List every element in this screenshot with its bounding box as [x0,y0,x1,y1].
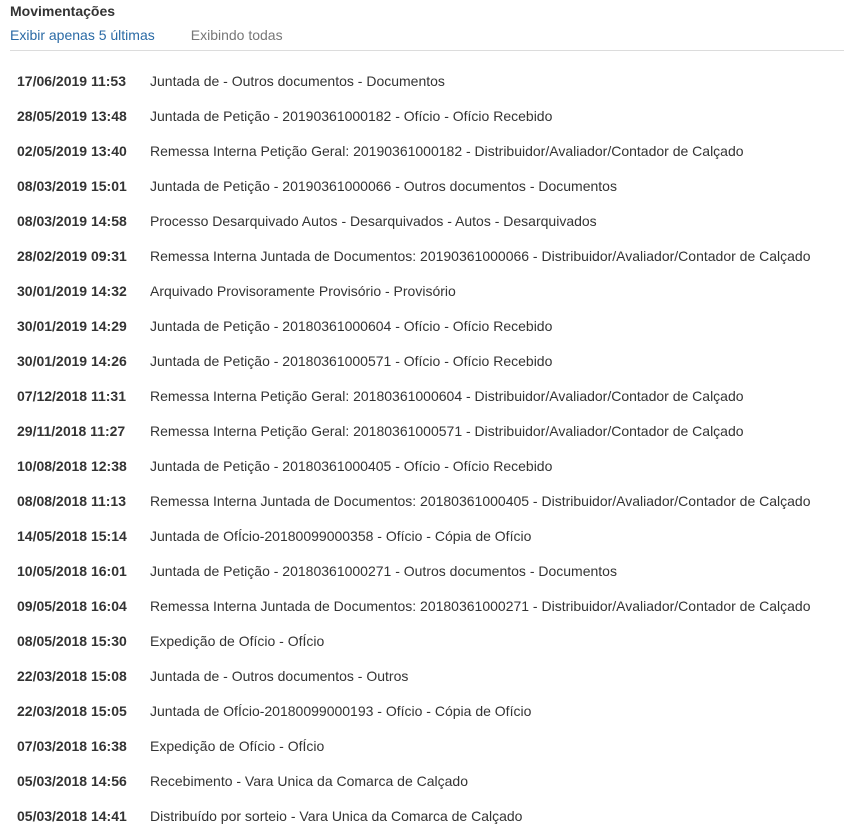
movement-date: 10/08/2018 12:38 [17,458,127,474]
movement-row [0,379,844,414]
movement-description: Juntada de OfÍcio-20180099000358 - Ofício - Cópia de Ofício [150,528,532,544]
movement-row [0,414,844,449]
movement-date: 17/06/2019 11:53 [17,73,126,89]
movement-date: 07/12/2018 11:31 [17,388,126,404]
movement-description: Juntada de - Outros documentos - Documentos [150,73,445,89]
movements-list [0,64,844,834]
movement-date: 28/02/2019 09:31 [17,248,127,264]
movement-description: Expedição de Ofício - OfÍcio [150,738,325,754]
movement-date: 08/03/2019 15:01 [17,178,127,194]
movement-date: 08/05/2018 15:30 [17,633,127,649]
movement-row [0,309,844,344]
movement-row [0,624,844,659]
movement-date: 08/08/2018 11:13 [17,493,126,509]
movement-date: 22/03/2018 15:08 [17,668,127,684]
movement-row [0,519,844,554]
section-title: Movimentações [10,3,116,19]
movement-row [0,134,844,169]
movement-date: 09/05/2018 16:04 [17,598,127,614]
movement-row [0,204,844,239]
movement-description: Remessa Interna Juntada de Documentos: 20180361000271 - Distribuidor/Avaliador/Contador de Calçado [150,598,811,614]
movement-description: Remessa Interna Petição Geral: 20180361000604 - Distribuidor/Avaliador/Contador de Calçado [150,388,744,404]
movement-row [0,449,844,484]
movement-row [0,99,844,134]
movement-date: 02/05/2019 13:40 [17,143,127,159]
movement-row [0,764,844,799]
movement-description: Juntada de Petição - 20190361000182 - Ofício - Ofício Recebido [150,108,553,124]
movement-description: Juntada de OfÍcio-20180099000193 - Ofício - Cópia de Ofício [150,703,532,719]
movement-row [0,729,844,764]
movement-description: Remessa Interna Petição Geral: 20190361000182 - Distribuidor/Avaliador/Contador de Calçado [150,143,744,159]
header-divider [10,50,844,51]
movement-date: 22/03/2018 15:05 [17,703,127,719]
movement-description: Remessa Interna Petição Geral: 20180361000571 - Distribuidor/Avaliador/Contador de Calçado [150,423,744,439]
movement-description: Distribuído por sorteio - Vara Unica da Comarca de Calçado [150,808,523,824]
movement-row [0,659,844,694]
movement-description: Juntada de Petição - 20180361000604 - Ofício - Ofício Recebido [150,318,553,334]
movement-description: Arquivado Provisoramente Provisório - Provisório [150,283,456,299]
movement-date: 30/01/2019 14:32 [17,283,127,299]
view-controls [10,26,283,44]
movement-description: Juntada de Petição - 20180361000405 - Ofício - Ofício Recebido [150,458,553,474]
movement-row [0,64,844,99]
movement-description: Remessa Interna Juntada de Documentos: 20180361000405 - Distribuidor/Avaliador/Contador de Calçado [150,493,811,509]
movement-date: 29/11/2018 11:27 [17,423,126,439]
movement-row [0,799,844,834]
movement-date: 07/03/2018 16:38 [17,738,127,754]
movement-date: 05/03/2018 14:56 [17,773,127,789]
movement-date: 05/03/2018 14:41 [17,808,127,824]
movement-description: Expedição de Ofício - OfÍcio [150,633,325,649]
movement-date: 08/03/2019 14:58 [17,213,127,229]
show-last-five-link[interactable]: Exibir apenas 5 últimas [10,27,155,43]
movement-date: 28/05/2019 13:48 [17,108,127,124]
movement-description: Juntada de - Outros documentos - Outros [150,668,409,684]
movement-row [0,554,844,589]
movement-date: 14/05/2018 15:14 [17,528,127,544]
current-view-label: Exibindo todas [190,27,283,43]
movement-row [0,694,844,729]
movement-row [0,589,844,624]
movement-description: Juntada de Petição - 20180361000571 - Ofício - Ofício Recebido [150,353,553,369]
movement-description: Remessa Interna Juntada de Documentos: 20190361000066 - Distribuidor/Avaliador/Contador de Calçado [150,248,811,264]
movement-date: 30/01/2019 14:29 [17,318,127,334]
movement-description: Processo Desarquivado Autos - Desarquivados - Autos - Desarquivados [150,213,597,229]
movement-date: 10/05/2018 16:01 [17,563,127,579]
movement-date: 30/01/2019 14:26 [17,353,127,369]
movement-row [0,169,844,204]
movement-row [0,484,844,519]
movement-description: Juntada de Petição - 20190361000066 - Outros documentos - Documentos [150,178,617,194]
movement-row [0,344,844,379]
movement-row [0,239,844,274]
movement-description: Juntada de Petição - 20180361000271 - Outros documentos - Documentos [150,563,617,579]
movement-description: Recebimento - Vara Unica da Comarca de Calçado [150,773,469,789]
movement-row [0,274,844,309]
